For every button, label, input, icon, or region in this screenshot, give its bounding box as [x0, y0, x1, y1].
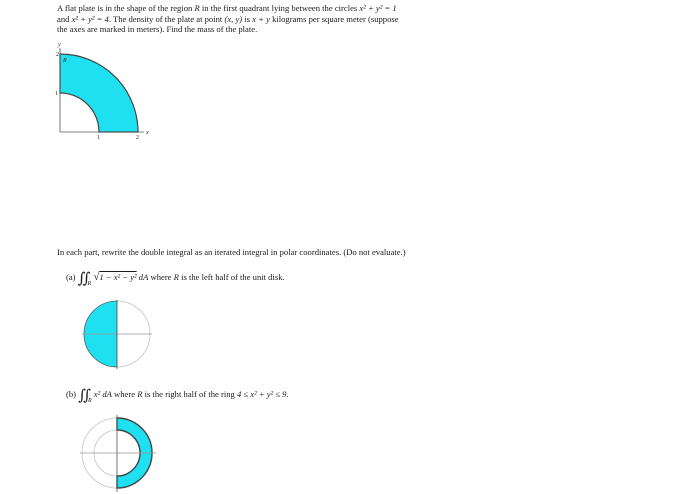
part-b-label: (b)	[66, 389, 77, 399]
annulus-region	[60, 54, 138, 132]
radicand: 1 − x² − y²	[99, 272, 137, 282]
text-segment: in the first quadrant lying between the circles	[201, 3, 358, 13]
part-a-text	[66, 272, 426, 290]
equation-outer-circle: x² + y² = 4	[71, 13, 109, 24]
region-symbol: R	[137, 389, 143, 399]
x-tick-2: 2	[136, 135, 139, 141]
left-half-disk-figure	[82, 300, 152, 370]
region-symbol: R	[173, 272, 179, 282]
problem-2-intro: In each part, rewrite the double integral as an iterated integral in polar coordinates. (Do not evaluate.)	[57, 247, 406, 257]
part-a-label: (a)	[66, 272, 76, 282]
ring-inequality: 4 ≤ x² + y² ≤ 9.	[236, 389, 289, 399]
part-b-text	[66, 389, 426, 407]
density-expression: x + y	[252, 13, 270, 24]
x-tick-1: 1	[97, 135, 100, 141]
problem-1-text	[57, 3, 497, 35]
y-tick-2: 2	[56, 52, 59, 58]
text-segment: where	[114, 389, 136, 399]
area-element: dA	[138, 272, 149, 282]
text-segment: is the left half of the unit disk.	[181, 272, 285, 282]
region-symbol: R	[194, 3, 200, 13]
integrand: x² dA	[93, 389, 112, 399]
text-segment: A flat plate is in the shape of the region	[57, 3, 193, 13]
text-segment: where	[150, 272, 172, 282]
text-segment: . The density of the plate at point	[108, 13, 223, 24]
text-segment: is	[244, 13, 251, 24]
text-segment: the axes are marked in meters). Find the mass of the plate.	[57, 24, 258, 35]
point-notation: (x, y)	[224, 13, 243, 24]
x-axis-label: x	[146, 130, 149, 136]
y-axis-label: y	[58, 42, 61, 48]
y-tick-1: 1	[55, 91, 58, 97]
right-half-ring-figure	[80, 415, 158, 493]
integral-subscript: R	[87, 281, 92, 287]
quarter-annulus-figure	[50, 40, 160, 140]
integral-subscript: R	[87, 398, 92, 404]
double-integral-symbol: ∬	[78, 388, 88, 404]
double-integral-symbol: ∬	[77, 271, 88, 287]
sqrt-symbol: √	[93, 271, 100, 283]
text-segment: is the right half of the ring	[144, 389, 235, 399]
text-segment: and	[57, 13, 70, 24]
region-label: R	[63, 58, 67, 64]
text-segment: kilograms per square meter (suppose	[272, 13, 399, 24]
equation-inner-circle: x² + y² = 1	[359, 3, 397, 13]
